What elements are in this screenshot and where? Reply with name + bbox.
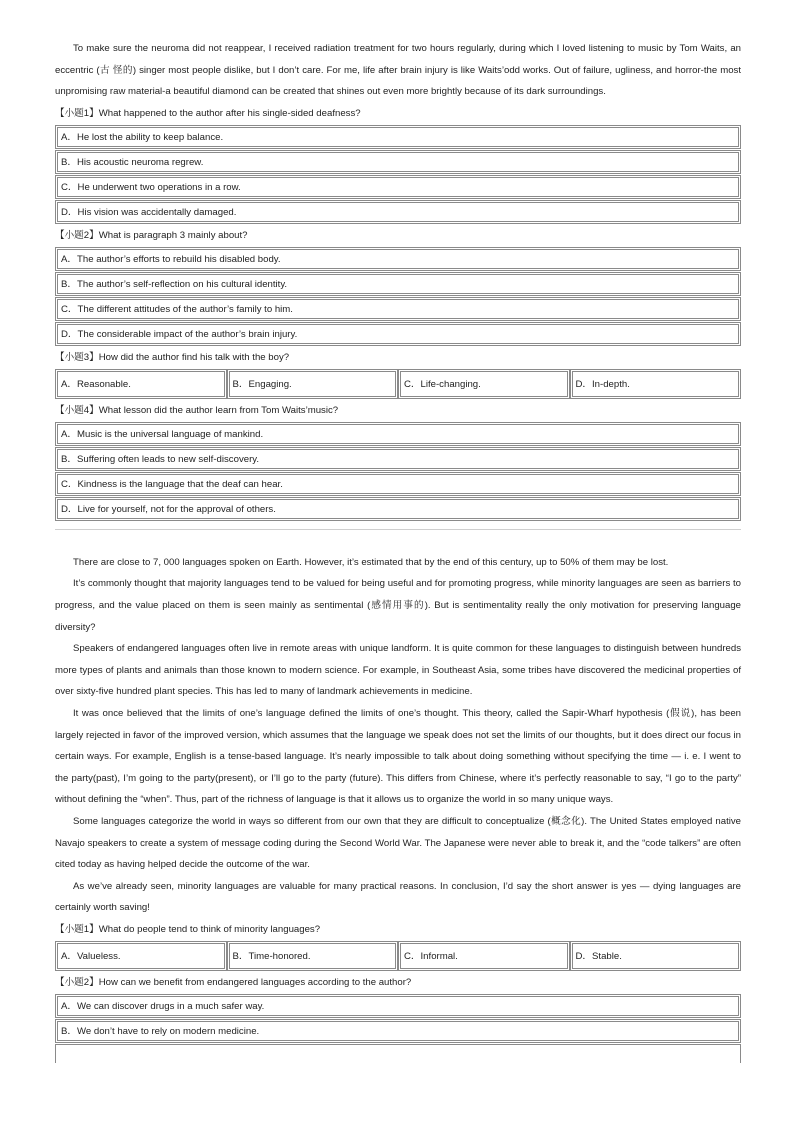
question-1-4: 【小题4】What lesson did the author learn from Tom Waits’music?: [55, 404, 339, 416]
question-1-3: 【小题3】How did the author find his talk with the boy?: [55, 351, 290, 363]
option-1-3-b[interactable]: B．Engaging.: [227, 369, 399, 399]
passage-paragraph-6: As we’ve already seen, minority languages are valuable for many practical reasons. In conclusion, I’d say the short answer is yes — dying languages are certainly worth saving!: [55, 880, 741, 914]
passage-paragraph-2: It’s commonly thought that majority languages tend to be valued for being useful and for promoting progress, while minority languages are seen as barriers to progress, and the value placed on them is seen mainly as sentimental (感情用事的). But is sentimentality really the only motivation for preserving language diversity?: [55, 578, 741, 633]
option-1-4-d[interactable]: D．Live for yourself, not for the approval of others.: [55, 497, 741, 521]
option-1-4-c[interactable]: C．Kindness is the language that the deaf can hear.: [55, 472, 741, 496]
option-continuation-box: [55, 1044, 741, 1063]
option-1-1-a[interactable]: A．He lost the ability to keep balance.: [55, 125, 741, 149]
intro-paragraph: To make sure the neuroma did not reappear, I received radiation treatment for two hours regularly, during which I loved listening to music by Tom Waits, an eccentric (古 怪的) singer most people dislike, but I don’t care. For me, life after brain injury is like Waits’odd works. Out of failure, ugliness, and horror-the most unpromising raw material-a beautiful diamond can be created that shines out even more brightly because of its dark surroundings.: [55, 43, 741, 98]
option-row-2-1: [55, 941, 741, 971]
option-1-2-a[interactable]: A．The author’s efforts to rebuild his disabled body.: [55, 247, 741, 271]
question-1-1: 【小题1】What happened to the author after his single-sided deafness?: [55, 107, 361, 119]
option-2-1-a[interactable]: A．Valueless.: [55, 941, 227, 971]
option-1-1-b[interactable]: B．His acoustic neuroma regrew.: [55, 150, 741, 174]
option-2-1-c[interactable]: C．Informal.: [398, 941, 570, 971]
option-2-2-b[interactable]: B．We don’t have to rely on modern medicine.: [55, 1019, 741, 1043]
passage-paragraph-3: Speakers of endangered languages often live in remote areas with unique landform. It is quite common for these languages to distinguish between hundreds more types of plants and animals than those known to modern science. For example, in Southeast Asia, some tribes have discovered the medicinal properties of over sixty-five hundred plant species. This has led to many of landmark achievements in medicine.: [55, 643, 741, 698]
option-2-1-d[interactable]: D．Stable.: [570, 941, 742, 971]
passage-paragraph-4: It was once believed that the limits of one’s language defined the limits of one’s thought. This theory, called the Sapir-Wharf hypothesis (假说), has been largely rejected in favor of the improved version, which assumes that the language we speak does not set the limits of our thoughts, but it does direct our focus in certain ways. For example, English is a tense-based language. It’s nearly impossible to talk about doing something without specifying the time — i. e. I went to the party(past), I’m going to the party(present), or I’ll go to the party (future). This differs from Chinese, where it’s perfectly reasonable to say, “I go to the party” without defining the “when”. Thus, part of the richness of language is that it allows us to organize the world in so many unique ways.: [55, 707, 741, 806]
option-1-1-c[interactable]: C．He underwent two operations in a row.: [55, 175, 741, 199]
option-1-2-c[interactable]: C．The different attitudes of the author’s family to him.: [55, 297, 741, 321]
question-2-1: 【小题1】What do people tend to think of minority languages?: [55, 923, 321, 935]
passage-paragraph-5: Some languages categorize the world in ways so different from our own that they are difficult to conceptualize (概念化). The United States employed native Navajo speakers to create a system of message coding during the Second World War. The Japanese were never able to break it, and the “code talkers” are often cited today as having helped decide the outcome of the war.: [55, 815, 741, 871]
page-content: [55, 38, 741, 1063]
option-1-3-a[interactable]: A．Reasonable.: [55, 369, 227, 399]
option-2-1-b[interactable]: B．Time-honored.: [227, 941, 399, 971]
option-row-1-3: [55, 369, 741, 399]
option-1-3-c[interactable]: C．Life-changing.: [398, 369, 570, 399]
option-1-2-d[interactable]: D．The considerable impact of the author’s brain injury.: [55, 322, 741, 346]
option-2-2-a[interactable]: A．We can discover drugs in a much safer way.: [55, 994, 741, 1018]
option-1-1-d[interactable]: D．His vision was accidentally damaged.: [55, 200, 741, 224]
question-2-2: 【小题2】How can we benefit from endangered languages according to the author?: [55, 976, 412, 988]
option-1-4-a[interactable]: A．Music is the universal language of mankind.: [55, 422, 741, 446]
option-1-4-b[interactable]: B．Suffering often leads to new self-discovery.: [55, 447, 741, 471]
option-1-2-b[interactable]: B．The author’s self-reflection on his cultural identity.: [55, 272, 741, 296]
passage-paragraph-1: There are close to 7, 000 languages spoken on Earth. However, it’s estimated that by the end of this century, up to 50% of them may be lost.: [73, 556, 669, 568]
question-1-2: 【小题2】What is paragraph 3 mainly about?: [55, 229, 248, 241]
option-1-3-d[interactable]: D．In-depth.: [570, 369, 742, 399]
